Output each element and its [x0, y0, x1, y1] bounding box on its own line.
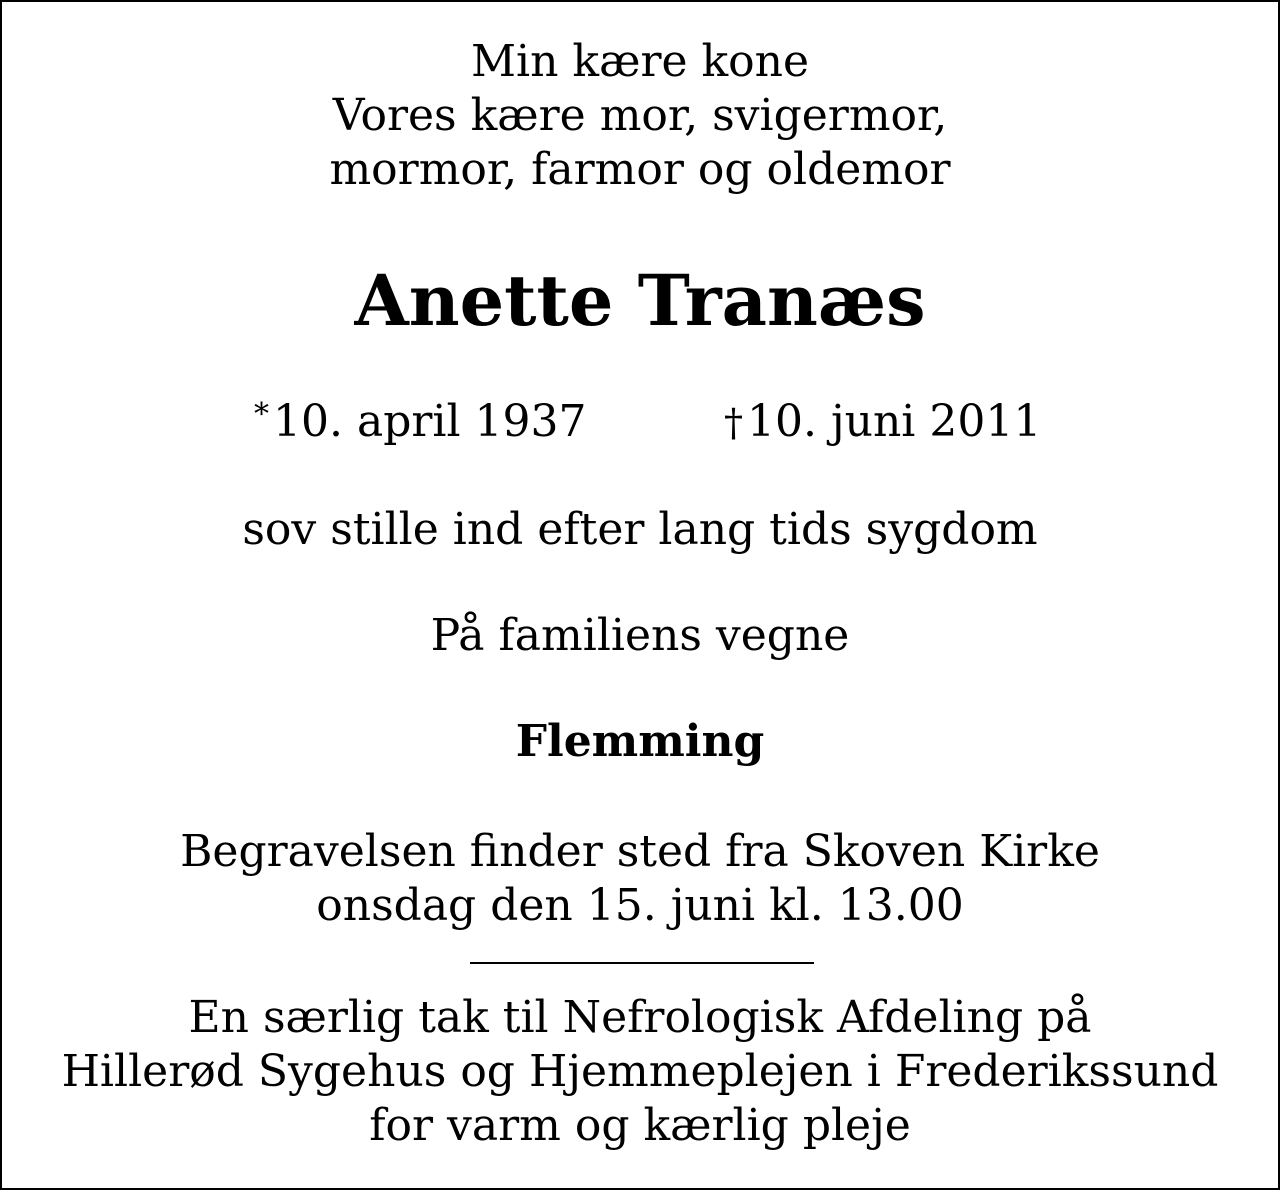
deceased-name: Anette Tranæs	[354, 259, 926, 342]
on-behalf-line: På familiens vegne	[430, 610, 850, 661]
thanks-line-1: En særlig tak til Nefrologisk Afdeling på	[188, 992, 1092, 1043]
birth-date	[254, 396, 587, 447]
death-cross-icon: †	[724, 401, 743, 445]
signer-name: Flemming	[515, 716, 765, 767]
message-line: sov stille ind efter lang tids sygdom	[242, 504, 1038, 555]
funeral-line-1: Begravelsen finder sted fra Skoven Kirke	[180, 826, 1100, 877]
divider-rule	[470, 962, 814, 964]
birth-date-text: 10. april 1937	[273, 396, 587, 447]
thanks-line-3: for varm og kærlig pleje	[369, 1100, 911, 1151]
death-date-text: 10. juni 2011	[747, 396, 1042, 447]
intro-line-2: Vores kære mor, svigermor,	[332, 90, 948, 141]
birth-star-icon: *	[254, 397, 269, 432]
intro-line-1: Min kære kone	[470, 36, 810, 87]
death-date	[724, 396, 1042, 447]
intro-line-3: mormor, farmor og oldemor	[329, 144, 951, 195]
thanks-line-2: Hillerød Sygehus og Hjemmeplejen i Frederikssund	[61, 1046, 1219, 1097]
funeral-line-2: onsdag den 15. juni kl. 13.00	[316, 880, 964, 931]
